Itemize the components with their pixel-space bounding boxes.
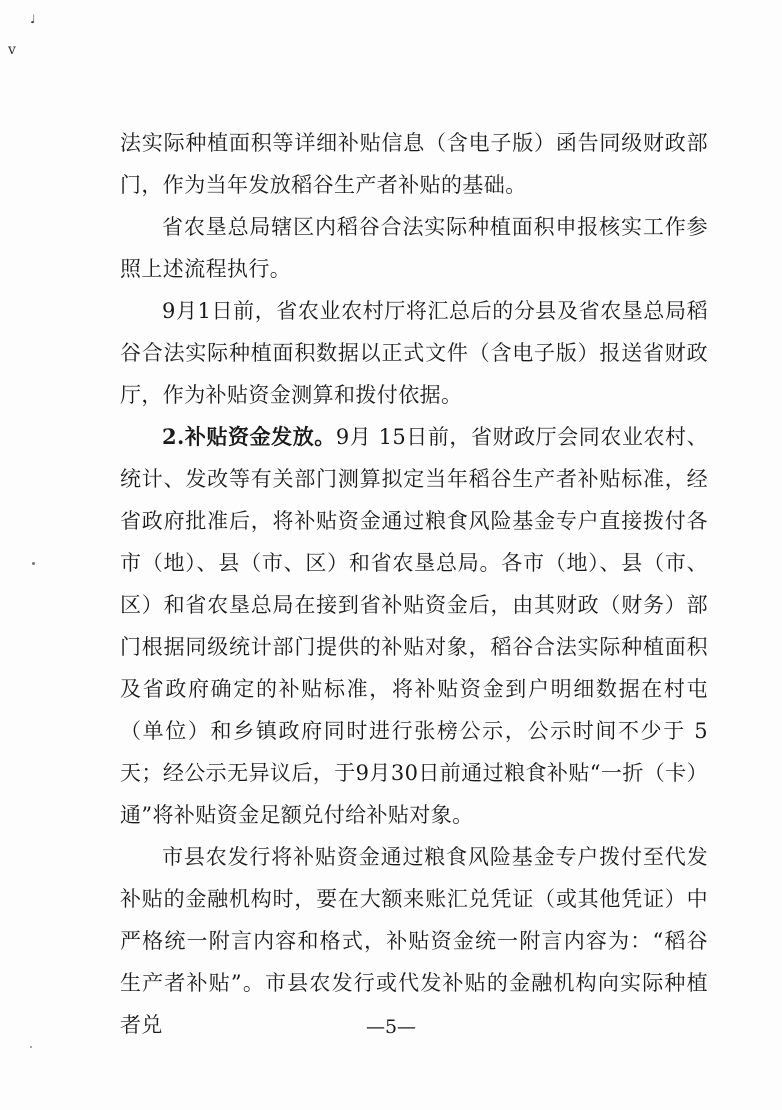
page-number: —5—: [365, 1016, 417, 1038]
paragraph-continuation: 法实际种植面积等详细补贴信息（含电子版）函告同级财政部门，作为当年发放稻谷生产者补贴的基础。: [120, 131, 708, 197]
section-body: 9月 15日前，省财政厅会同农业农村、统计、发改等有关部门测算拟定当年稻谷生产者补贴标准，经省政府批准后，将补贴资金通过粮食风险基金专户直接拨付各市（地）、县（市、区）和省农垦总局。各市（地）、县（市、区）和省农垦总局在接到省补贴资金后，由其财政（财务）部门根据同级统计部门提供的补贴对象，稻谷合法实际种植面积及省政府确定的补贴标准，将补贴资金到户明细数据在村屯（单位）和乡镇政府同时进行张榜公示，公示时间不少于 5 天；经公示无异议后，于9月30日前通过粮食补贴“一折（卡）通”将补贴资金足额兑付给补贴对象。: [120, 425, 708, 827]
scan-speck: [32, 562, 35, 565]
scan-mark: v: [8, 42, 16, 58]
section-heading: 2.补贴资金发放。: [162, 424, 336, 449]
scan-mark: ♩: [30, 12, 36, 26]
paragraph-subsidy-distribution: [120, 416, 708, 836]
paragraph-bank-transfer: 市县农发行将补贴资金通过粮食风险基金专户拨付至代发补贴的金融机构时，要在大额来账汇兑凭证（或其他凭证）中严格统一附言内容和格式，补贴资金统一附言内容为：“稻谷生产者补贴”。市县农发行或代发补贴的金融机构向实际种植者兑: [120, 845, 708, 1037]
scan-speck: [30, 1046, 32, 1048]
paragraph-reclamation-bureau: 省农垦总局辖区内稻谷合法实际种植面积申报核实工作参照上述流程执行。: [120, 215, 708, 281]
body-text: [120, 122, 708, 1046]
paragraph-submission-deadline: 9月1日前，省农业农村厅将汇总后的分县及省农垦总局稻谷合法实际种植面积数据以正式文件（含电子版）报送省财政厅，作为补贴资金测算和拨付依据。: [120, 299, 708, 407]
